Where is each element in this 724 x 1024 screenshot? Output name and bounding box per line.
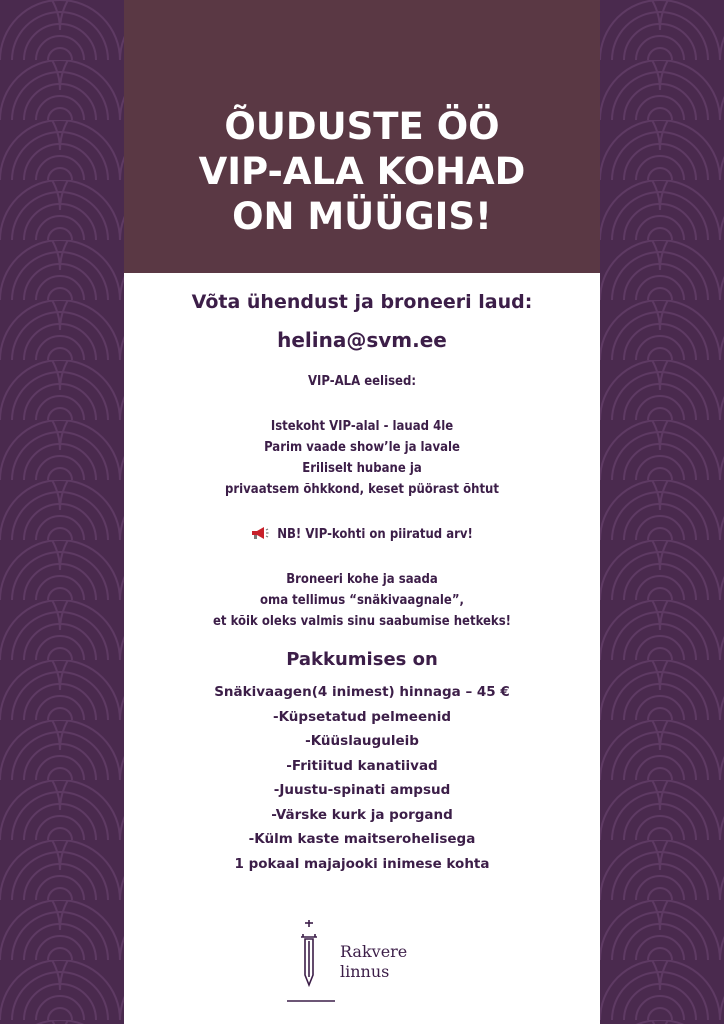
booking-info [124,569,600,632]
offer-item: Snäkivaagen(4 inimest) hinnaga – 45 € [214,684,510,700]
contact-title: Võta ühendust ja broneeri laud: [191,291,533,313]
perk-item: Istekoht VIP-alal - lauad 4le [270,419,454,434]
booking-line: Broneeri kohe ja saada [286,572,438,587]
headline [124,104,600,239]
offer-item: -Küpsetatud pelmeenid [272,708,451,725]
perk-item: Parim vaade show’le ja lavale [264,440,460,455]
flyer-panel [124,0,600,1024]
megaphone-icon [251,527,273,542]
perks-title: VIP-ALA eelised: [307,374,417,389]
logo-line-1: Rakvere [340,942,408,961]
offer-item: -Küüslauguleib [305,733,419,749]
limited-notice-text: NB! VIP-kohti on piiratud arv! [277,527,473,542]
offer-list [124,680,600,876]
perk-item: Eriliselt hubane ja [302,461,422,476]
perk-item: privaatsem õhkkond, keset püörast õhtut [225,482,499,497]
offer-item: -Juustu-spinati ampsud [273,782,451,798]
perks-list [124,416,600,500]
logo-line-2: linnus [340,962,390,981]
limited-notice [124,524,600,545]
headline-box [124,0,600,273]
headline-line-1: ÕUDUSTE ÖÖ [224,105,500,148]
flyer-content [124,280,600,876]
contact-email[interactable]: helina@svm.ee [277,328,447,352]
logo-text [340,942,407,982]
offer-title: Pakkumises on [286,649,438,670]
offer-item: -Fritiitud kanatiivad [286,757,438,774]
booking-line: oma tellimus “snäkivaagnale”, [260,593,464,608]
booking-line: et kõik oleks valmis sinu saabumise hetkeks! [212,614,512,629]
headline-line-3: ON MÜÜGIS! [232,195,492,238]
offer-item: 1 pokaal majajooki inimese kohta [234,855,490,872]
offer-item: -Külm kaste maitserohelisega [248,831,476,847]
headline-line-2: VIP-ALA KOHAD [198,150,526,193]
offer-item: -Värske kurk ja porgand [271,806,453,823]
